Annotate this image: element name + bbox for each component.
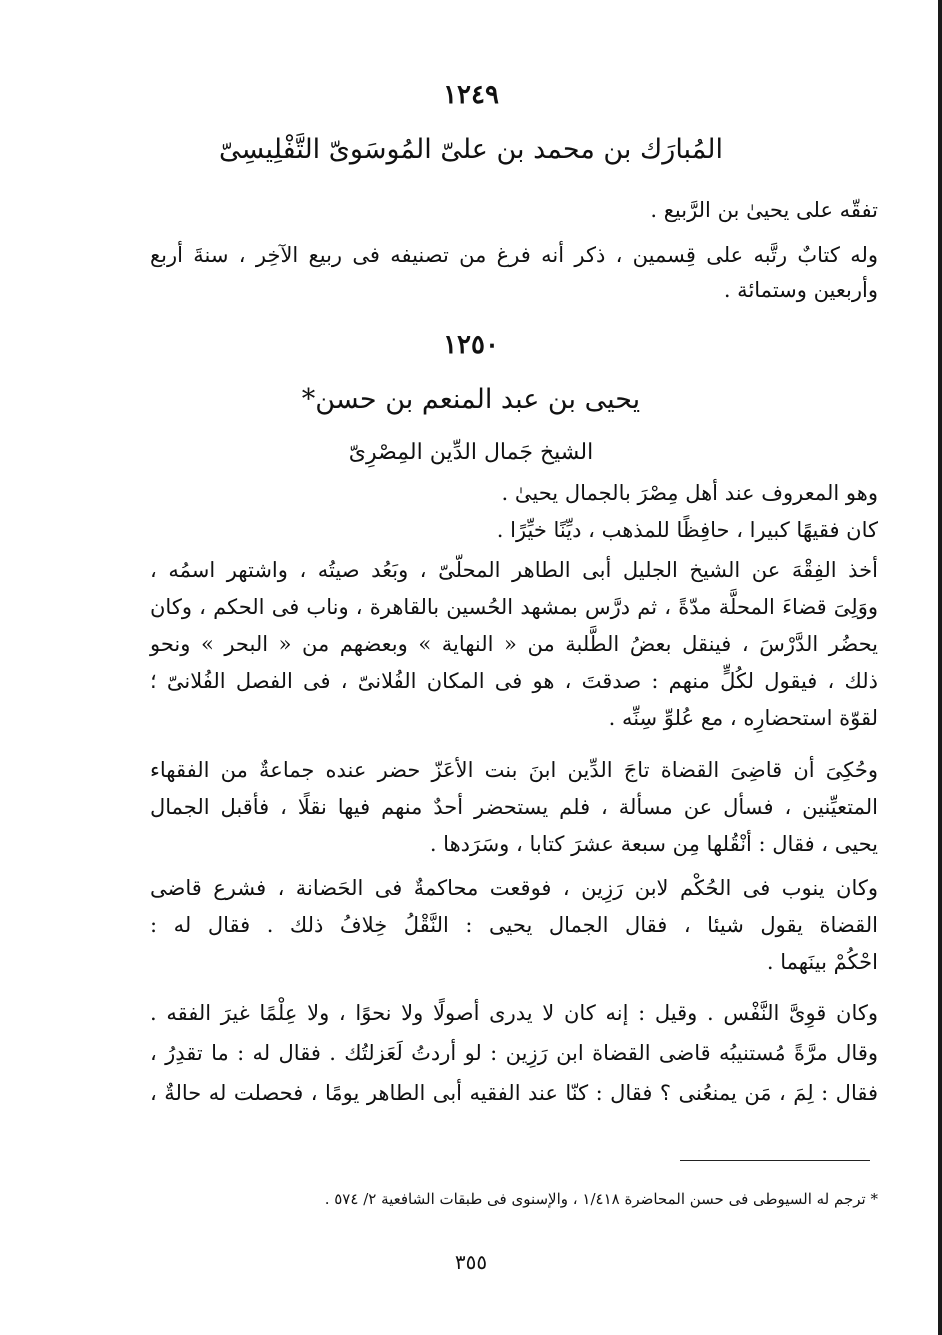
entry-subtitle: الشيخ جَمال الدِّين المِصْرِىّ — [348, 440, 594, 465]
text-line: وكان ينوب فى الحُكْم لابن رَزِين ، فوقعت محاكمةٌ فى الحَضانة ، فشرع قاضى — [150, 876, 878, 900]
text-line: تفقّه على يحيىٰ بن الرَّبيع . — [650, 198, 878, 222]
entry-title: المُبارَك بن محمد بن علىّ المُوسَوىّ التَّفْلِيسِىّ — [218, 134, 724, 165]
text-line: وهو المعروف عند أهل مِصْرَ بالجمال يحيىٰ . — [501, 481, 878, 505]
text-line: وله كتابٌ رتَّبه على قِسمين ، ذكر أنه فرغ من تصنيفه فى ربيع الآخِر ، سنةَ أربع — [150, 243, 878, 267]
entry-number: ١٢٤٩ — [443, 80, 499, 110]
footnote: * ترجم له السيوطى فى حسن المحاضرة ١/٤١٨ ، والإسنوى فى طبقات الشافعية ٢/ ٥٧٤ . — [324, 1190, 878, 1208]
text-line: لقوّة استحضارِه ، مع عُلوِّ سِنِّه . — [608, 706, 878, 730]
text-line: احْكُمْ بينَهما . — [766, 950, 878, 974]
text-line: فقال : لِمَ ، مَن يمنعُنى ؟ فقال : كنّا عند الفقيه أبى الطاهر يومًا ، فحصلت له حالةٌ ، — [150, 1081, 878, 1105]
text-line: ذلك ، فيقول لكُلٍّ منهم : صدقتَ ، هو فى المكان الفُلانىّ ، فى الفصل الفُلانىّ ؛ — [150, 669, 878, 693]
entry-number: ١٢٥٠ — [443, 330, 499, 360]
page-edge — [938, 0, 942, 1335]
text-line: القضاة يقول شيئا ، فقال الجمال يحيى : النَّقْلُ خِلافُ ذلك . فقال له : — [150, 913, 878, 937]
text-line: ووَلِىَ قضاءَ المحلَّة مدّةً ، ثم درَّس بمشهد الحُسين بالقاهرة ، وناب فى الحكم ، وكان — [150, 595, 878, 619]
footnote-rule — [680, 1160, 870, 1161]
page-number: ٣٥٥ — [454, 1250, 488, 1274]
text-line: يحضُر الدَّرْسَ ، فينقل بعضُ الطَّلبة من « النهاية » وبعضهم من « البحر » ونحو — [150, 632, 878, 656]
text-line: كان فقيهًا كبيرا ، حافِظًا للمذهب ، ديِّنًا خيِّرًا . — [496, 518, 878, 542]
text-line: وقال مرَّةً مُستنيبُه قاضى القضاة ابن رَزِين : لو أردتُ لَعَزلتُك . فقال له : ما تقدِرُ ، — [150, 1041, 878, 1065]
text-line: يحيى ، فقال : أنْقُلها مِن سبعة عشرَ كتابا ، وسَرَدها . — [429, 832, 878, 856]
text-line: وحُكِىَ أن قاضِىَ القضاة تاجَ الدِّين ابنَ بنت الأعَزّ حضر عنده جماعةٌ من الفقهاء — [150, 758, 878, 782]
text-line: المتعيِّنين ، فسأل عن مسألة ، فلم يستحضر أحدٌ منهم فيها نقلًا ، فأقبل الجمال — [150, 795, 878, 819]
entry-title: يحيى بن عبد المنعم بن حسن* — [301, 384, 641, 415]
text-line: وكان قوِىَّ النَّفْس . وقيل : إنه كان لا يدرى أصولًا ولا نحوًا ، ولا عِلْمًا غيرَ الفقه . — [150, 1001, 878, 1025]
text-line: أخذ الفِقْهَ عن الشيخ الجليل أبى الطاهر المحلّىّ ، وبَعُد صيتُه ، واشتهر اسمُه ، — [150, 558, 878, 582]
text-line: وأربعين وستمائة . — [723, 278, 878, 302]
